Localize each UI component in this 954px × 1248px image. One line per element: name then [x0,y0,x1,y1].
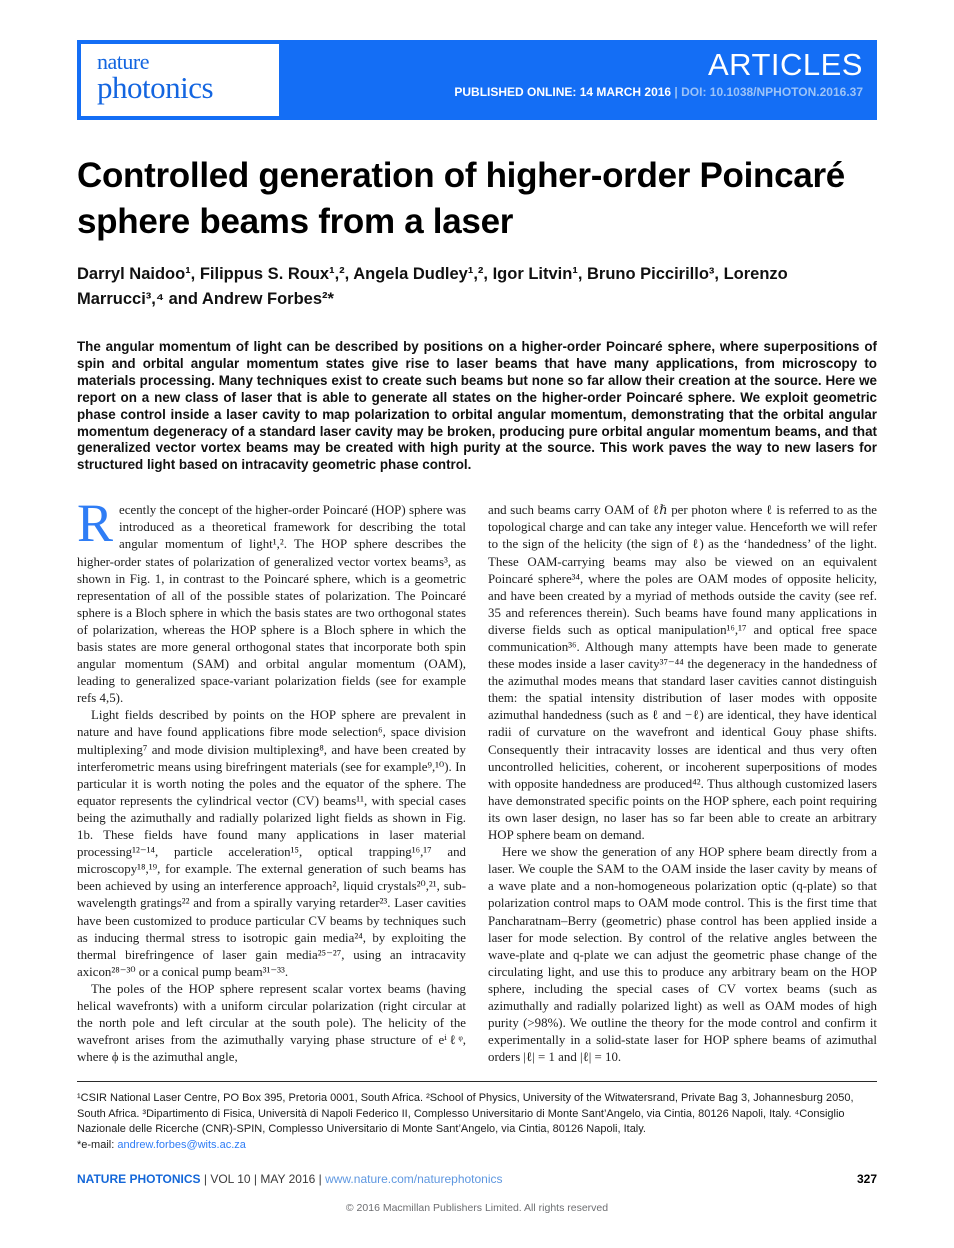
journal-brand: NATURE PHOTONICS [77,1172,201,1187]
column-left [77,493,466,1066]
body-columns [77,493,877,1066]
doi-text: DOI: 10.1038/NPHOTON.2016.37 [681,85,863,99]
footnotes-block [77,1081,877,1153]
left-paragraph-1-text: ecently the concept of the higher-order Poincaré (HOP) sphere was introduced as a theoretical framework for describing the total angular momentum of light¹,². The HOP sphere describes the higher-order states of polarization of generalized vector vortex beams³, as shown in Fig. 1, in contrast to the Poincaré sphere, which is a geometric representation of all of the possible states of polarization. The Poincaré sphere is a Bloch sphere in which the basis states are two orthogonal states of polarization, whereas the HOP sphere is a Bloch sphere in which the basis states are more general orthogonal states that incorporate both spin angular momentum (SAM) and orbital angular momentum (OAM), leading to generalized space-variant polarization fields (see for example refs 4,5). [77,503,466,706]
authors-line: Darryl Naidoo¹, Filippus S. Roux¹,², Angela Dudley¹,², Igor Litvin¹, Bruno Piccirillo³, Lorenzo Marrucci³,⁴ and Andrew Forbes²* [77,265,788,308]
email-label: *e-mail: [77,1138,118,1151]
left-paragraph-3: The poles of the HOP sphere represent scalar vortex beams (having helical wavefronts) with a uniform circular polarization (right circular at the north pole and left circular at the south pole). The helicity of the wavefront arises from the azimuthally varying phase structure of eⁱℓᵠ, where ϕ is the azimuthal angle, [77,981,466,1065]
right-paragraph-1: and such beams carry OAM of ℓℏ per photon where ℓ is referred to as the topological charge and can take any integer value. Henceforth we will refer to the sign of the helicity (the sign of ℓ) as the ‘handedness’ of the light. These OAM-carrying beams may also be viewed on an equivalent Poincaré sphere³⁴, where the poles are OAM modes of opposite helicity, and have been created by a myriad of methods outside the cavity (see ref. 35 and references therein). Such beams have found many applications in diverse fields such as optical manipulation¹⁶,¹⁷ and optical free space communication³⁶. Although many attempts have been made to generate these modes inside a laser cavity³⁷⁻⁴⁴ the degeneracy in the handedness of the azimuthal modes means that standard laser cavities cannot distinguish them: the spatial intensity distribution of laser modes with opposite azimuthal handedness (such as ℓ and −ℓ) are identical, they have identical radii of curvature on the wavefront and identical Gouy phase shifts. Consequently their intracavity losses are identical and thus very often uncontrolled helicities, coherent, or incoherent superpositions of modes with opposite handedness are produced⁴². Thus although customized lasers have demonstrated specific points on the HOP sphere, each point requiring its own laser design, no laser has so far been able to create an arbitrary HOP sphere beam on demand. [488,503,877,843]
footer-line [77,1172,877,1186]
article-title: Controlled generation of higher-order Poincaré sphere beams from a laser [77,156,845,241]
published-online-text: PUBLISHED ONLINE: 14 MARCH 2016 [454,85,675,99]
logo-nature-text: nature [97,49,149,74]
page-content [77,40,877,1214]
left-paragraph-1 [77,493,466,707]
email-line [77,1138,877,1154]
logo-photonics-text: photonics [97,70,214,105]
affiliations-text: ¹CSIR National Laser Centre, PO Box 395, Pretoria 0001, South Africa. ²School of Physics, University of the Witwatersrand, Private Bag 3, Johannesburg 2050, South Africa. ³Dipartimento di Fisica, Università di Napoli Federico II, Complesso Universitario di Monte Sant’Angelo, via Cintia, 80126 Napoli, Italy. ⁴Consiglio Nazionale delle Ricerche (CNR)-SPIN, Complesso Universitario di Monte Sant’Angelo, via Cintia, 80126 Napoli, Italy. [77,1092,854,1136]
email-link[interactable]: andrew.forbes@wits.ac.za [117,1138,246,1151]
column-right [488,502,877,1066]
journal-url-link[interactable]: www.nature.com/naturephotonics [325,1172,503,1187]
page-number: 327 [856,1172,877,1187]
publication-line [454,85,863,99]
right-paragraph-2: Here we show the generation of any HOP sphere beam directly from a laser. We couple the SAM to the OAM inside the laser cavity by means of a wave plate and a non-homogeneous polarization optic (q-plate) so that polarization control maps to OAM mode control. This is the first time that Pancharatnam–Berry (geometric) phase control has been applied inside a laser for mode selection. By control of the relative angles between the wave-plate and q-plate we can adjust the geometric phase change of the circulating light, and use this to produce any arbitrary beam on the HOP sphere, including the special cases of CV vortex beams (such as azimuthally and radially polarized light) as well as OAM modes of high purity (>98%). We outline the theory for the mode control and confirm it experimentally in a solid-state laser for HOP sphere beams of azimuthal orders |ℓ| = 1 and |ℓ| = 10. [488,845,877,1065]
dropcap-letter: R [77,493,114,554]
issue-meta: | VOL 10 | MAY 2016 | [200,1172,326,1187]
left-paragraph-2: Light fields described by points on the HOP sphere are prevalent in nature and have found applications fibre mode selection⁶, space division multiplexing⁷ and mode division multiplexing⁸, and have been created by interferometric means using birefringent materials (see for example⁹,¹⁰). In particular it is worth noting the poles and the equator of the sphere. The equator represents the cylindrical vector (CV) beams¹¹, with special cases being the azimuthally and radially polarized light fields as shown in Fig. 1b. These fields have found many applications in laser material processing¹²⁻¹⁴, particle acceleration¹⁵, optical trapping¹⁶,¹⁷ and microscopy¹⁸,¹⁹, for example. The external generation of such beams has been achieved by using an interference approach², liquid crystals²⁰,²¹, sub-wavelength gratings²² and from a spirally varying retarder²³. Laser cavities have been customized to produce particular CV beams by techniques such as inducing thermal stress to isotropic gain media²⁴, by exploiting the thermal birefringence of laser gain media²⁵⁻²⁷, using an intracavity axicon²⁸⁻³⁰ or a conical pump beam³¹⁻³³. [77,708,466,979]
separator-pipe: | [674,85,682,99]
journal-header-bar [77,40,877,120]
section-label: ARTICLES [707,47,863,82]
abstract-paragraph: The angular momentum of light can be described by positions on a higher-order Poincaré sphere, where superpositions of spin and orbital angular momentum states give rise to laser beams that have many applications, from microscopy to materials processing. Many techniques exist to create such beams but none so far allow their creation at the source. Here we report on a new class of laser that is able to generate all states on the higher-order Poincaré sphere. We exploit geometric phase control inside a laser cavity to map polarization to orbital angular momentum, demonstrating that the orbital angular momentum degeneracy of a standard laser cavity may be broken, producing pure orbital angular momentum beams, and that generalized vector vortex beams may be created with high purity at the source. This work paves the way to new lasers for structured light based on intracavity geometric phase control. [77,339,877,473]
nature-photonics-logo [81,44,279,116]
header-right-block [454,40,877,120]
copyright-line: © 2016 Macmillan Publishers Limited. All rights reserved [345,1202,609,1215]
